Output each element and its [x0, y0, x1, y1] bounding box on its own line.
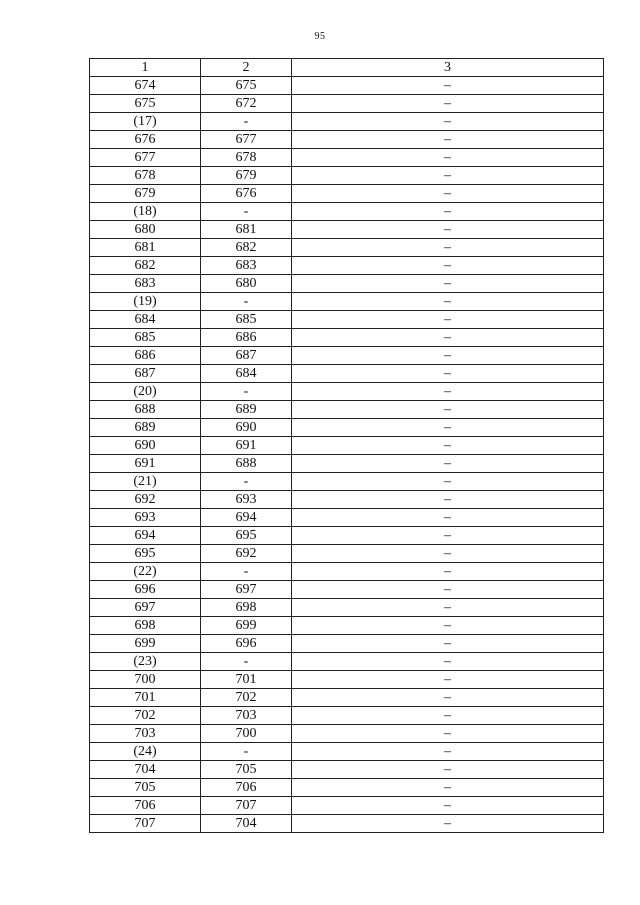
table-cell-col2: 703	[201, 707, 292, 725]
table-row	[90, 113, 604, 131]
table-cell-col1: 695	[90, 545, 201, 563]
table-cell-col3: –	[292, 455, 604, 473]
table-row	[90, 671, 604, 689]
table-row	[90, 797, 604, 815]
table-row	[90, 311, 604, 329]
table-cell-col3: –	[292, 437, 604, 455]
column-header-1: 1	[90, 59, 201, 77]
table-cell-col1: 707	[90, 815, 201, 833]
table-cell-col3: –	[292, 671, 604, 689]
table-cell-col3: –	[292, 113, 604, 131]
table-cell-col1: 681	[90, 239, 201, 257]
table-cell-col2: 681	[201, 221, 292, 239]
table-row	[90, 185, 604, 203]
table-cell-col1: 699	[90, 635, 201, 653]
table-cell-col2: 689	[201, 401, 292, 419]
table-cell-col1: 690	[90, 437, 201, 455]
table-cell-col2: 697	[201, 581, 292, 599]
table-cell-col2: 694	[201, 509, 292, 527]
table-cell-col3: –	[292, 491, 604, 509]
table-cell-col2: -	[201, 383, 292, 401]
table-cell-col1: (22)	[90, 563, 201, 581]
table-cell-col1: 678	[90, 167, 201, 185]
table-cell-col1: 705	[90, 779, 201, 797]
column-header-3: 3	[292, 59, 604, 77]
table-cell-col1: 684	[90, 311, 201, 329]
table-cell-col3: –	[292, 275, 604, 293]
table-cell-col2: 685	[201, 311, 292, 329]
table-row	[90, 725, 604, 743]
table-row	[90, 203, 604, 221]
table-cell-col1: 680	[90, 221, 201, 239]
table-row	[90, 473, 604, 491]
table-row	[90, 761, 604, 779]
table-row	[90, 383, 604, 401]
table-cell-col1: 688	[90, 401, 201, 419]
table-cell-col2: 683	[201, 257, 292, 275]
table-cell-col1: 686	[90, 347, 201, 365]
table-cell-col3: –	[292, 473, 604, 491]
table-cell-col3: –	[292, 329, 604, 347]
table-cell-col3: –	[292, 311, 604, 329]
table-cell-col1: (23)	[90, 653, 201, 671]
table-cell-col3: –	[292, 635, 604, 653]
table-cell-col1: (18)	[90, 203, 201, 221]
table-cell-col1: (24)	[90, 743, 201, 761]
table-row	[90, 365, 604, 383]
table-cell-col1: 674	[90, 77, 201, 95]
table-cell-col1: (17)	[90, 113, 201, 131]
table-cell-col1: 679	[90, 185, 201, 203]
table-cell-col2: 675	[201, 77, 292, 95]
table-cell-col1: 698	[90, 617, 201, 635]
table-cell-col3: –	[292, 383, 604, 401]
table-row	[90, 347, 604, 365]
table-body	[90, 77, 604, 833]
table-row	[90, 653, 604, 671]
table-cell-col2: 693	[201, 491, 292, 509]
table-cell-col3: –	[292, 77, 604, 95]
table-cell-col2: -	[201, 563, 292, 581]
table-cell-col1: 697	[90, 599, 201, 617]
table-cell-col1: (21)	[90, 473, 201, 491]
table-cell-col3: –	[292, 509, 604, 527]
table-cell-col2: 707	[201, 797, 292, 815]
table-cell-col3: –	[292, 401, 604, 419]
table-cell-col3: –	[292, 221, 604, 239]
table-row	[90, 581, 604, 599]
table-cell-col3: –	[292, 707, 604, 725]
table-row	[90, 527, 604, 545]
table-cell-col2: 696	[201, 635, 292, 653]
table-row	[90, 419, 604, 437]
table-cell-col2: 704	[201, 815, 292, 833]
table-cell-col1: 700	[90, 671, 201, 689]
table-cell-col3: –	[292, 725, 604, 743]
table-header-row	[90, 59, 604, 77]
table-cell-col1: 701	[90, 689, 201, 707]
table-cell-col2: 698	[201, 599, 292, 617]
table-cell-col3: –	[292, 239, 604, 257]
table-row	[90, 635, 604, 653]
table-cell-col3: –	[292, 599, 604, 617]
table-cell-col1: 675	[90, 95, 201, 113]
table-cell-col3: –	[292, 257, 604, 275]
table-row	[90, 545, 604, 563]
table-cell-col3: –	[292, 743, 604, 761]
table-cell-col3: –	[292, 293, 604, 311]
table-cell-col2: 690	[201, 419, 292, 437]
table-cell-col1: 702	[90, 707, 201, 725]
table-cell-col2: -	[201, 743, 292, 761]
table-row	[90, 275, 604, 293]
table-cell-col1: 691	[90, 455, 201, 473]
table-cell-col2: -	[201, 113, 292, 131]
table-cell-col3: –	[292, 797, 604, 815]
table-cell-col2: 691	[201, 437, 292, 455]
table-cell-col3: –	[292, 203, 604, 221]
table-cell-col3: –	[292, 689, 604, 707]
table-cell-col1: 696	[90, 581, 201, 599]
table-row	[90, 455, 604, 473]
table-cell-col3: –	[292, 419, 604, 437]
table-cell-col3: –	[292, 149, 604, 167]
table-cell-col2: 686	[201, 329, 292, 347]
table-row	[90, 239, 604, 257]
table-cell-col1: 687	[90, 365, 201, 383]
table-cell-col3: –	[292, 581, 604, 599]
table-cell-col1: (19)	[90, 293, 201, 311]
table-row	[90, 743, 604, 761]
table-cell-col3: –	[292, 131, 604, 149]
table-row	[90, 77, 604, 95]
table-cell-col3: –	[292, 365, 604, 383]
table-cell-col1: 694	[90, 527, 201, 545]
table-cell-col3: –	[292, 653, 604, 671]
data-table	[89, 58, 604, 833]
table-cell-col3: –	[292, 815, 604, 833]
table-cell-col3: –	[292, 185, 604, 203]
table-row	[90, 437, 604, 455]
table-row	[90, 131, 604, 149]
table-row	[90, 149, 604, 167]
table-cell-col3: –	[292, 167, 604, 185]
table-cell-col2: 687	[201, 347, 292, 365]
table-row	[90, 95, 604, 113]
page-number: 95	[314, 31, 326, 42]
table-cell-col2: 688	[201, 455, 292, 473]
table-cell-col3: –	[292, 527, 604, 545]
table-row	[90, 779, 604, 797]
table-cell-col2: 699	[201, 617, 292, 635]
table-cell-col2: 678	[201, 149, 292, 167]
table-row	[90, 815, 604, 833]
table-cell-col2: -	[201, 293, 292, 311]
table-cell-col2: -	[201, 473, 292, 491]
table-cell-col3: –	[292, 563, 604, 581]
table-cell-col1: 704	[90, 761, 201, 779]
table-cell-col3: –	[292, 617, 604, 635]
table-cell-col3: –	[292, 779, 604, 797]
table-cell-col1: 685	[90, 329, 201, 347]
table-cell-col3: –	[292, 347, 604, 365]
table-cell-col2: 692	[201, 545, 292, 563]
table-cell-col1: 703	[90, 725, 201, 743]
table-cell-col1: (20)	[90, 383, 201, 401]
table-cell-col2: 695	[201, 527, 292, 545]
table-cell-col2: 702	[201, 689, 292, 707]
table-row	[90, 491, 604, 509]
table-row	[90, 689, 604, 707]
table-cell-col2: -	[201, 203, 292, 221]
table-cell-col1: 692	[90, 491, 201, 509]
column-header-2: 2	[201, 59, 292, 77]
table-cell-col3: –	[292, 545, 604, 563]
table-row	[90, 257, 604, 275]
table-cell-col1: 682	[90, 257, 201, 275]
table-row	[90, 329, 604, 347]
table-row	[90, 293, 604, 311]
table-row	[90, 599, 604, 617]
table-cell-col2: 706	[201, 779, 292, 797]
table-cell-col2: 672	[201, 95, 292, 113]
table-row	[90, 617, 604, 635]
table-row	[90, 707, 604, 725]
table-cell-col2: 680	[201, 275, 292, 293]
table-cell-col1: 693	[90, 509, 201, 527]
table-cell-col1: 683	[90, 275, 201, 293]
table-cell-col2: -	[201, 653, 292, 671]
table-cell-col2: 701	[201, 671, 292, 689]
table-cell-col2: 682	[201, 239, 292, 257]
table-row	[90, 221, 604, 239]
table-cell-col3: –	[292, 95, 604, 113]
table-cell-col3: –	[292, 761, 604, 779]
table-row	[90, 563, 604, 581]
table-cell-col1: 676	[90, 131, 201, 149]
table-cell-col2: 700	[201, 725, 292, 743]
table-row	[90, 401, 604, 419]
table-cell-col2: 679	[201, 167, 292, 185]
table-cell-col1: 689	[90, 419, 201, 437]
table-row	[90, 167, 604, 185]
table-cell-col2: 677	[201, 131, 292, 149]
table-cell-col2: 705	[201, 761, 292, 779]
table-cell-col1: 706	[90, 797, 201, 815]
table-cell-col1: 677	[90, 149, 201, 167]
table-cell-col2: 676	[201, 185, 292, 203]
table-cell-col2: 684	[201, 365, 292, 383]
table-row	[90, 509, 604, 527]
